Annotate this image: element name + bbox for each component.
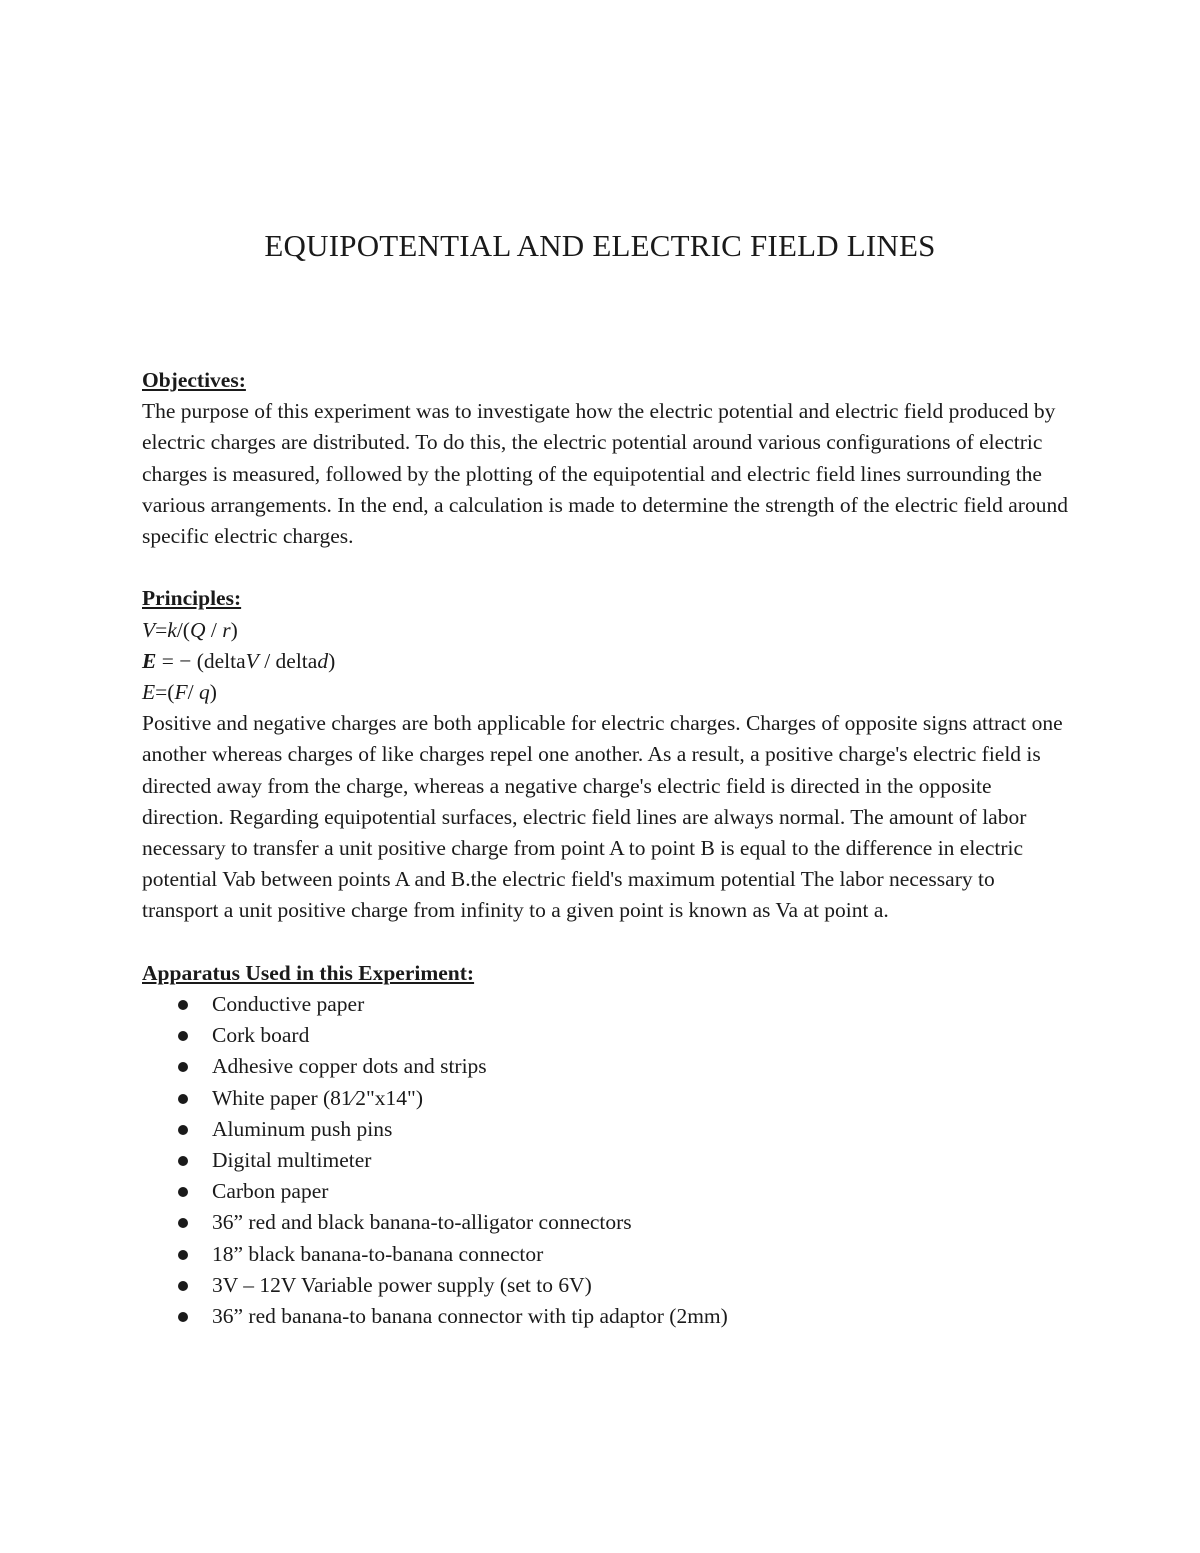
formula-symbol: q [198,680,210,705]
formula-symbol: V [245,648,259,673]
objectives-text: The purpose of this experiment was to investigate how the electric potential and electric field produced by electric charges are distributed. To do this, the electric potential around various configurations of electric charges is measured, followed by the plotting of the equipotential and electric field lines surrounding the various arrangements. In the end, a calculation is made to determine the strength of the electric field around specific electric charges. [142,399,1068,549]
principles-heading: Principles: [142,586,242,611]
bullet-icon [178,1281,188,1291]
list-item [142,1114,1072,1145]
formula-text: =( [155,680,175,705]
apparatus-list [142,989,1072,1332]
bullet-icon [178,1062,188,1072]
principles-text: Positive and negative charges are both applicable for electric charges. Charges of opposite signs attract one another whereas charges of like charges repel one another. As a result, a positive charge's electric field is directed away from the charge, whereas a negative charge's electric field is directed in the opposite direction. Regarding equipotential surfaces, electric field lines are always normal. The amount of labor necessary to transfer a unit positive charge from point A to point B is equal to the difference in electric potential Vab between points A and B.the electric field's maximum potential The labor necessary to transport a unit positive charge from infinity to a given point is known as Va at point a. [142,711,1063,923]
bullet-icon [178,1031,188,1041]
formula-text: /( [176,617,190,642]
apparatus-heading: Apparatus Used in this Experiment: [142,960,475,985]
list-item [142,1301,1072,1332]
objectives-section [142,365,1072,552]
bullet-icon [178,1125,188,1135]
bullet-icon [178,1094,188,1104]
list-item-text: 36” red and black banana-to-alligator connectors [212,1210,632,1235]
formula-text: ) [230,617,238,642]
list-item-text: 3V – 12V Variable power supply (set to 6V) [212,1272,592,1297]
list-item [142,1270,1072,1301]
list-item-text: Carbon paper [212,1179,329,1204]
list-item-text: Conductive paper [212,992,365,1017]
list-item [142,1239,1072,1270]
formula-symbol: Q [189,617,206,642]
list-item-text: Digital multimeter [212,1148,372,1173]
list-item [142,1051,1072,1082]
formula-text: = − (delta [156,648,246,673]
document-title: EQUIPOTENTIAL AND ELECTRIC FIELD LINES [264,228,936,263]
list-item-text: 36” red banana-to banana connector with tip adaptor (2mm) [212,1304,728,1329]
list-item [142,1083,1072,1114]
formula-text: ) [209,680,217,705]
formula-text: = [155,617,168,642]
formula-symbol: r [222,617,231,642]
list-item-text: White paper (81⁄2"x14") [212,1085,423,1110]
list-item [142,1020,1072,1051]
bullet-icon [178,1187,188,1197]
formula-text: / [187,680,199,705]
bullet-icon [178,1312,188,1322]
formula-potential [142,615,1072,646]
bullet-icon [178,1218,188,1228]
formula-symbol: E [142,648,157,673]
list-item [142,989,1072,1020]
principles-section [142,583,1072,926]
list-item [142,1207,1072,1238]
list-item [142,1176,1072,1207]
formula-symbol: V [142,617,156,642]
formula-field-force [142,677,1072,708]
bullet-icon [178,1250,188,1260]
list-item-text: Adhesive copper dots and strips [212,1054,487,1079]
list-item-text: Cork board [212,1023,310,1048]
formula-symbol: k [167,617,177,642]
formula-symbol: F [174,680,188,705]
bullet-icon [178,1000,188,1010]
apparatus-section [142,958,1072,1332]
formula-text: ) [328,648,336,673]
document-body [142,365,1072,1363]
list-item [142,1145,1072,1176]
list-item-text: 18” black banana-to-banana connector [212,1241,544,1266]
bullet-icon [178,1156,188,1166]
list-item-text: Aluminum push pins [212,1116,393,1141]
formula-text: / [205,617,223,642]
formula-symbol: E [142,680,156,705]
objectives-heading: Objectives: [142,368,246,392]
formula-text: / delta [258,648,318,673]
formula-symbol: d [317,648,329,673]
formula-field-gradient [142,646,1072,677]
